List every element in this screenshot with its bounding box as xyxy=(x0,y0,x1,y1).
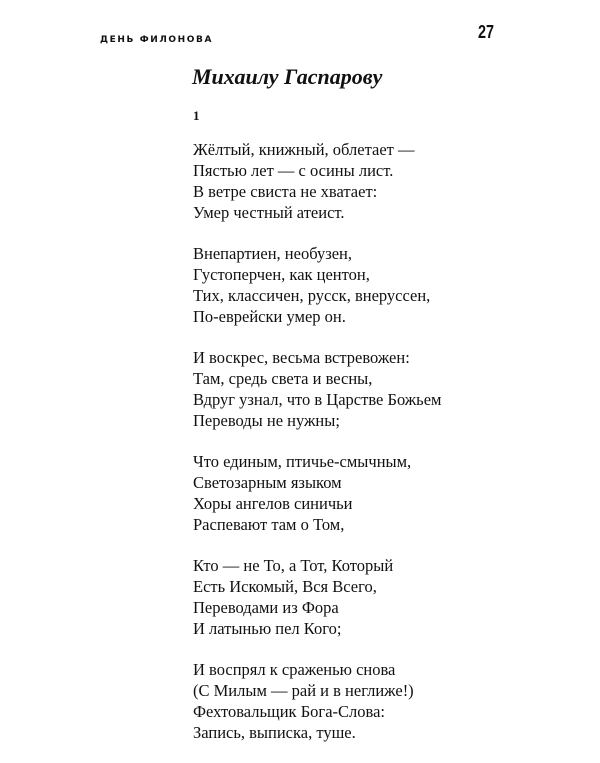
poem-line: Что единым, птичье-смычным, xyxy=(193,452,412,471)
poem-line: Запись, выписка, туше. xyxy=(193,723,356,742)
stanza xyxy=(193,451,441,535)
stanza xyxy=(193,555,441,639)
poem-line: Распевают там о Том, xyxy=(193,515,345,534)
poem-line: Пястью лет — с осины лист. xyxy=(193,161,394,180)
poem-line: И воспрял к сраженью снова xyxy=(193,660,396,679)
stanza xyxy=(193,139,441,223)
poem-line: Хоры ангелов синичьи xyxy=(193,494,353,513)
poem-line: Кто — не То, а Тот, Который xyxy=(193,556,394,575)
poem-line: И воскрес, весьма встревожен: xyxy=(193,348,410,367)
poem-line: Жёлтый, книжный, облетает — xyxy=(193,140,415,159)
poem-line: Внепартиен, необузен, xyxy=(193,244,353,263)
stanza xyxy=(193,243,441,327)
poem-line: Умер честный атеист. xyxy=(193,203,345,222)
poem-line: Светозарным языком xyxy=(193,473,342,492)
stanza xyxy=(193,659,441,743)
poem-line: Переводы не нужны; xyxy=(193,411,340,430)
poem-line: И латынью пел Кого; xyxy=(193,619,342,638)
poem-line: Там, средь света и весны, xyxy=(193,369,373,388)
poem-title: Михаилу Гаспарову xyxy=(192,64,383,89)
poem-line: По-еврейски умер он. xyxy=(193,307,346,326)
poem-line: Переводами из Фора xyxy=(193,598,339,617)
stanza xyxy=(193,347,441,431)
running-head: ДЕНЬ ФИЛОНОВА xyxy=(100,35,214,45)
poem-body xyxy=(193,139,441,763)
poem-line: Есть Искомый, Вся Всего, xyxy=(193,577,377,596)
section-number: 1 xyxy=(193,108,200,123)
poem-line: (С Милым — рай и в неглиже!) xyxy=(193,681,414,700)
page-number: 27 xyxy=(478,22,495,42)
poem-line: В ветре свиста не хватает: xyxy=(193,182,378,201)
poem-line: Вдруг узнал, что в Царстве Божьем xyxy=(193,390,442,409)
poem-line: Тих, классичен, русск, внеруссен, xyxy=(193,286,431,305)
poem-line: Густоперчен, как центон, xyxy=(193,265,370,284)
poem-line: Фехтовальщик Бога-Слова: xyxy=(193,702,385,721)
